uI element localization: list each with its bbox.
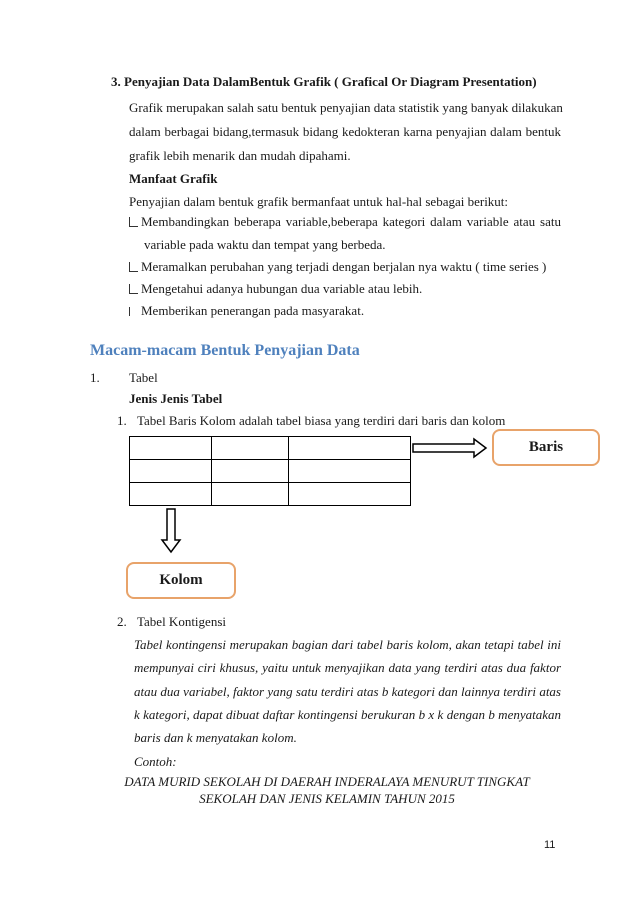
bullet-text: Membandingkan beberapa variable,beberapa kategori dalam variable atau satu: [141, 214, 561, 229]
bullet-continuation: variable pada waktu dan tempat yang berbeda.: [144, 237, 386, 252]
list-label: Tabel: [129, 370, 158, 385]
table-row: [130, 460, 411, 483]
bullet-square-icon: [129, 307, 138, 316]
table-cell: [130, 437, 212, 460]
kolom-label-box: [126, 562, 236, 599]
bullet-square-icon: [129, 284, 138, 294]
bullet-item: [129, 259, 546, 275]
list-number: 2.: [117, 614, 127, 629]
table-caption-line-1: DATA MURID SEKOLAH DI DAERAH INDERALAYA MENURUT TINGKAT: [124, 774, 530, 789]
kontingensi-line: k kategori, dapat dibuat daftar kontingensi berukuran b x k dengan b menyatakan: [134, 707, 561, 722]
baris-label: Baris: [528, 439, 564, 455]
kontingensi-line: atau dua variabel, faktor yang satu terdiri atas b kategori dan lainnya terdiri atas: [134, 684, 561, 699]
list-number: 1.: [90, 370, 100, 385]
table-cell: [130, 483, 212, 506]
bullet-item: [129, 281, 422, 297]
list-number: 1.: [117, 413, 127, 428]
arrow-right-icon: [412, 437, 488, 459]
table-caption-line-2: SEKOLAH DAN JENIS KELAMIN TAHUN 2015: [199, 791, 455, 806]
arrow-down-icon: [160, 508, 182, 554]
paragraph-line: Grafik merupakan salah satu bentuk penyajian data statistik yang banyak dilakukan: [129, 100, 563, 115]
bullet-item: [129, 303, 364, 319]
bullet-item: [129, 214, 561, 230]
table-cell: [212, 437, 289, 460]
table-cell: [289, 460, 411, 483]
table-cell: [289, 437, 411, 460]
bullet-text: Memberikan penerangan pada masyarakat.: [141, 303, 365, 318]
bullet-square-icon: [129, 262, 138, 272]
kontingensi-line: baris dan k menyatakan kolom.: [134, 730, 297, 745]
tabel2-label: Tabel Kontigensi: [137, 614, 226, 629]
table-cell: [212, 460, 289, 483]
bullet-text: Mengetahui adanya hubungan dua variable atau lebih.: [141, 281, 423, 296]
contoh-label: Contoh:: [134, 754, 177, 769]
table-cell: [212, 483, 289, 506]
table-cell: [130, 460, 212, 483]
table-row: [130, 483, 411, 506]
manfaat-heading: Manfaat Grafik: [129, 171, 218, 186]
section-3-heading: 3. Penyajian Data DalamBentuk Grafik ( Grafical Or Diagram Presentation): [111, 74, 537, 89]
tabel1-description: Tabel Baris Kolom adalah tabel biasa yang terdiri dari baris dan kolom: [137, 413, 506, 428]
table-row: [130, 437, 411, 460]
bullet-square-icon: [129, 217, 138, 227]
kontingensi-line: mempunyai ciri khusus, yaitu untuk menyajikan data yang terdiri atas dua faktor: [134, 660, 561, 675]
bullet-text: Meramalkan perubahan yang terjadi dengan berjalan nya waktu ( time series ): [141, 259, 547, 274]
page-number: 11: [544, 839, 556, 851]
example-table: [129, 436, 411, 506]
table-cell: [289, 483, 411, 506]
paragraph-line: dalam berbagai bidang,termasuk bidang kedokteran karna penyajian dalam bentuk: [129, 124, 561, 139]
jenis-heading: Jenis Jenis Tabel: [129, 391, 223, 406]
kolom-label: Kolom: [159, 572, 203, 588]
section-heading: Macam-macam Bentuk Penyajian Data: [90, 342, 360, 359]
paragraph-line: grafik lebih menarik dan mudah dipahami.: [129, 148, 351, 163]
baris-label-box: [492, 429, 600, 466]
manfaat-intro: Penyajian dalam bentuk grafik bermanfaat untuk hal-hal sebagai berikut:: [129, 194, 509, 209]
kontingensi-line: Tabel kontingensi merupakan bagian dari tabel baris kolom, akan tetapi tabel ini: [134, 637, 561, 652]
